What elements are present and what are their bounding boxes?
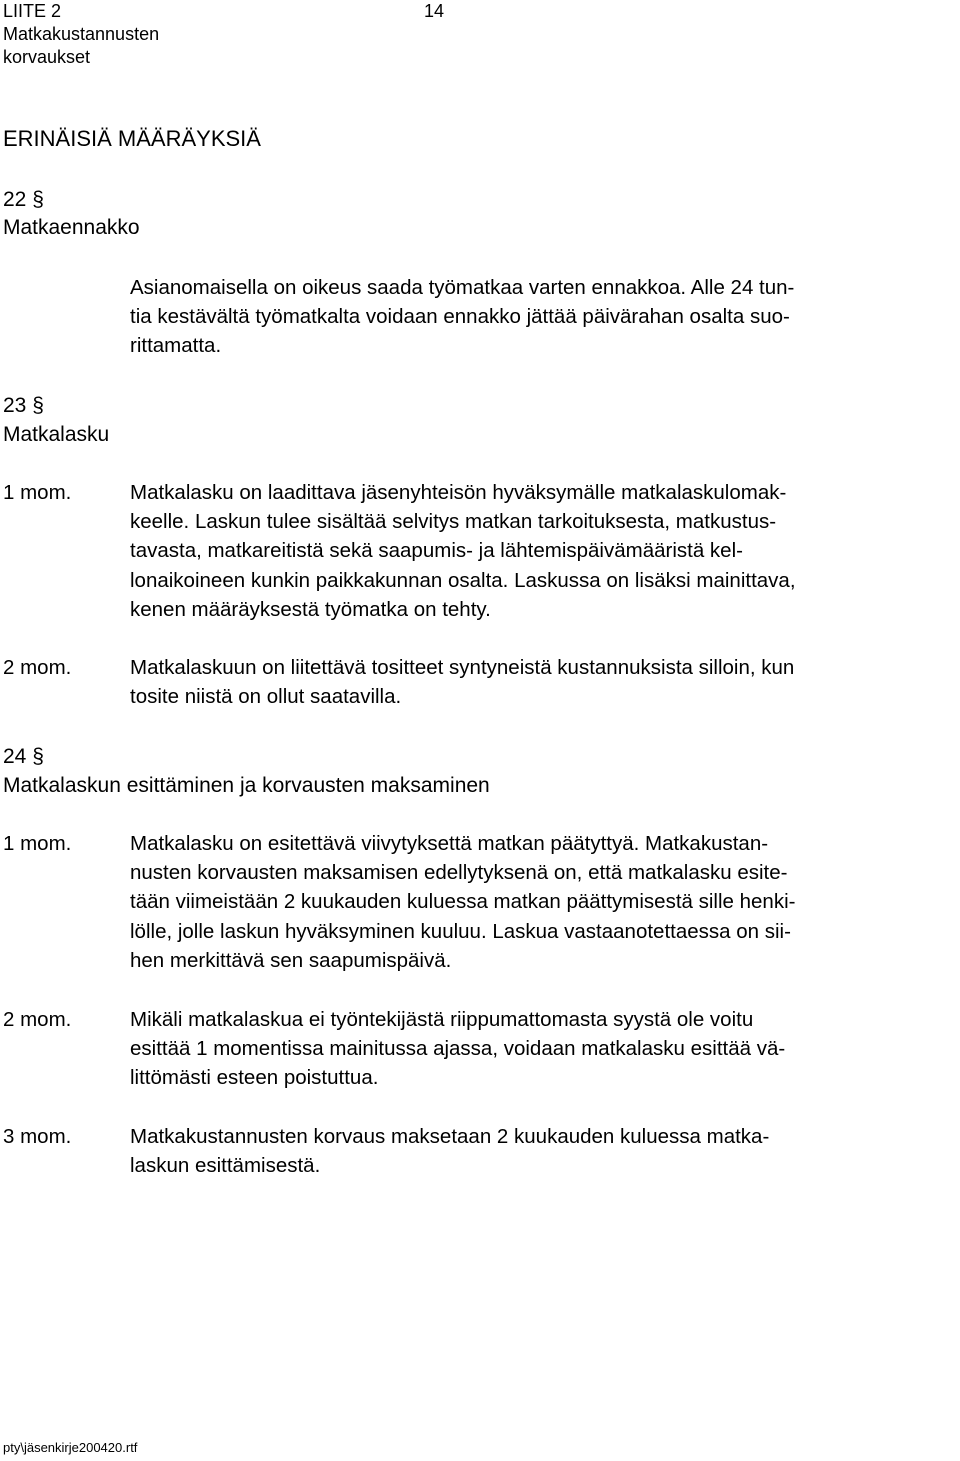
section-23-mom-2-text bbox=[130, 653, 960, 711]
text-line: keelle. Laskun tulee sisältää selvitys matkan tarkoituksesta, matkustus- bbox=[130, 510, 777, 534]
section-23-mom-1-label: 1 mom. bbox=[3, 481, 72, 504]
section-23-title: Matkalasku bbox=[3, 423, 110, 446]
text-line: tosite niistä on ollut saatavilla. bbox=[130, 685, 402, 709]
text-line: littömästi esteen poistuttua. bbox=[130, 1066, 379, 1090]
text-line: Matkalasku on esitettävä viivytyksettä matkan päätyttyä. Matkakustan- bbox=[130, 832, 769, 855]
section-24-mom-3-text bbox=[130, 1122, 960, 1180]
section-24-mom-3-label: 3 mom. bbox=[3, 1125, 72, 1148]
text-line: rittamatta. bbox=[130, 334, 222, 358]
footer-filename: pty\jäsenkirje200420.rtf bbox=[3, 1440, 138, 1455]
section-23-mom-2-label: 2 mom. bbox=[3, 656, 72, 679]
text-line: nusten korvausten maksamisen edellytyksenä on, että matkalasku esite- bbox=[130, 861, 788, 885]
section-22-paragraph bbox=[130, 273, 960, 361]
header-line-1: LIITE 2 bbox=[3, 1, 62, 21]
section-24-mom-2-text bbox=[130, 1005, 960, 1093]
text-line: kenen määräyksestä työmatka on tehty. bbox=[130, 597, 491, 621]
section-24-mom-1-label: 1 mom. bbox=[3, 832, 72, 855]
text-line: tavasta, matkareitistä sekä saapumis- ja lähtemispäivämääristä kel- bbox=[130, 539, 743, 563]
section-24-number: 24 § bbox=[3, 745, 44, 768]
section-22-number: 22 § bbox=[3, 188, 44, 211]
text-line: hen merkittävä sen saapumispäivä. bbox=[130, 948, 452, 972]
text-line: tia kestävältä työmatkalta voidaan ennakko jättää päivärahan osalta suo- bbox=[130, 305, 790, 329]
text-line: Mikäli matkalaskua ei työntekijästä riippumattomasta syystä ole voitu bbox=[130, 1008, 754, 1031]
text-line: lonaikoineen kunkin paikkakunnan osalta. Laskussa on lisäksi mainittava, bbox=[130, 568, 796, 592]
text-line: Matkakustannusten korvaus maksetaan 2 kuukauden kuluessa matka- bbox=[130, 1125, 770, 1148]
text-line: Matkalasku on laadittava jäsenyhteisön hyväksymälle matkalaskulomak- bbox=[130, 481, 787, 504]
page-title: ERINÄISIÄ MÄÄRÄYKSIÄ bbox=[3, 126, 261, 151]
section-24-title: Matkalaskun esittäminen ja korvausten maksaminen bbox=[3, 774, 490, 797]
header-line-2: Matkakustannusten bbox=[3, 24, 160, 44]
text-line: esittää 1 momentissa mainitussa ajassa, voidaan matkalasku esittää vä- bbox=[130, 1037, 786, 1061]
text-line: Asianomaisella on oikeus saada työmatkaa varten ennakkoa. Alle 24 tun- bbox=[130, 276, 795, 299]
page-number: 14 bbox=[424, 1, 445, 21]
section-22-title: Matkaennakko bbox=[3, 216, 140, 239]
section-23-mom-1-text bbox=[130, 478, 960, 624]
section-23-number: 23 § bbox=[3, 394, 44, 417]
text-line: laskun esittämisestä. bbox=[130, 1154, 321, 1178]
section-24-mom-2-label: 2 mom. bbox=[3, 1008, 72, 1031]
header-line-3: korvaukset bbox=[3, 47, 91, 67]
section-24-mom-1-text bbox=[130, 829, 960, 975]
header-block bbox=[3, 0, 159, 69]
text-line: Matkalaskuun on liitettävä tositteet syntyneistä kustannuksista silloin, kun bbox=[130, 656, 795, 679]
text-line: tään viimeistään 2 kuukauden kuluessa matkan päättymisestä sille henki- bbox=[130, 890, 796, 914]
text-line: lölle, jolle laskun hyväksyminen kuuluu. Laskua vastaanotettaessa on sii- bbox=[130, 919, 791, 943]
